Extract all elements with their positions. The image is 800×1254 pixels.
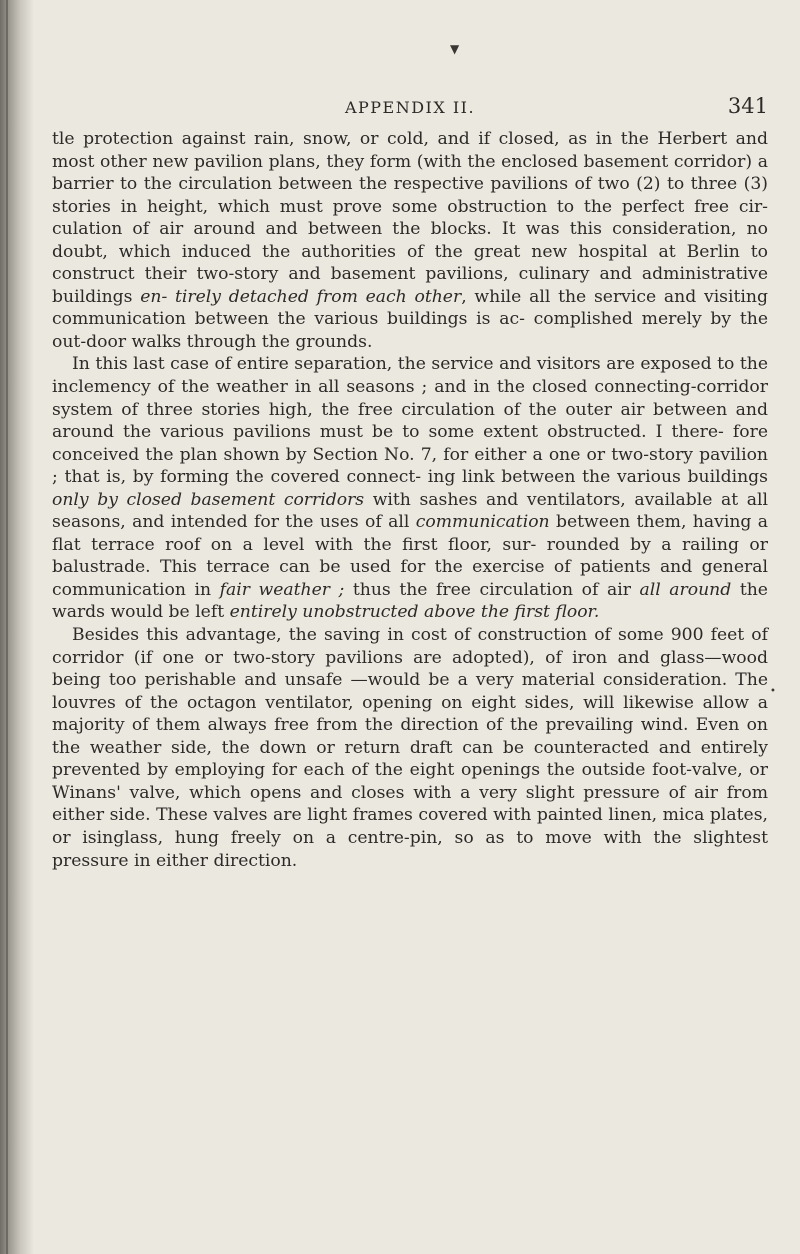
- text-run: In this last case of entire separation, the service and visitors are exposed to the inclemency of the weather in all seasons ; and in the closed connecting-corridor system of three stories high, the free circulation of the outer air between and around the various pavilions must be to some extent obstructed. I there- fore conceived the plan shown by Section No. 7, for either a one or two-story pavilion ; that is, by forming the covered connect- ing link between the various buildings: [52, 354, 768, 488]
- italic-run: fair weather ;: [219, 579, 345, 600]
- paragraph-2: [52, 353, 768, 624]
- running-head: [52, 92, 768, 122]
- printer-mark: ▼: [450, 42, 460, 56]
- paragraph-1: [52, 128, 768, 353]
- page-binding-shadow: [0, 0, 34, 1254]
- page-number: 341: [727, 94, 768, 118]
- italic-run: entirely unobstructed above the first floor.: [229, 602, 600, 623]
- italic-run: all around: [639, 579, 732, 600]
- italic-run: communication: [415, 512, 550, 533]
- running-title: APPENDIX II.: [344, 98, 476, 117]
- margin-dot: •: [770, 686, 776, 697]
- body-text: [52, 128, 768, 872]
- text-run: Besides this advantage, the saving in cost of construction of some 900 feet of corridor (if one or two-story pavilions are adopted), of iron and glass—wood being too perishable and unsafe —would be a very material consideration. The louvres of the octagon ventilator, opening on eight sides, will likewise allow a majority of them always free from the direction of the prevailing wind. Even on the weather side, the down or return draft can be counteracted and entirely prevented by employing for each of the eight openings the outside foot-valve, or Winans' valve, which opens and closes with a very slight pressure of air from either side. These valves are light frames covered with painted linen, mica plates, or isinglass, hung freely on a centre-pin, so as to move with the slightest pressure in either direction.: [52, 625, 768, 871]
- paragraph-3: [52, 624, 768, 872]
- text-run: thus the free circulation of air: [344, 579, 640, 600]
- text-run: tle protection against rain, snow, or cold, and if closed, as in the Herbert and most other new pavilion plans, they form (with the enclosed basement corridor) a barrier to the circulation between the respective pavilions of two (2) to three (3) stories in height, which must prove some obstruction to the perfect free cir- culation of air around and between the blocks. It was this consideration, no doubt, which induced the authorities of the great new hospital at Berlin to construct their two-story and basement pavilions, culinary and administrative buildings: [52, 129, 768, 307]
- text-run: with sashes and ventilators, available at all seasons, and intended for the uses of all: [52, 489, 768, 533]
- book-page: [52, 92, 768, 872]
- italic-run: en- tirely detached from each other: [140, 286, 462, 307]
- text-run: between them, having a flat terrace roof on a level with the first floor, sur- rounded by a railing or balustrade. This terrace can be used for the exercise of patients and general communication in: [52, 512, 768, 600]
- italic-run: only by closed basement corridors: [52, 489, 365, 510]
- text-run: , while all the service and visiting communication between the various buildings is ac- complished merely by the out-door walks through the grounds.: [52, 286, 768, 352]
- text-run: the wards would be left: [52, 579, 768, 623]
